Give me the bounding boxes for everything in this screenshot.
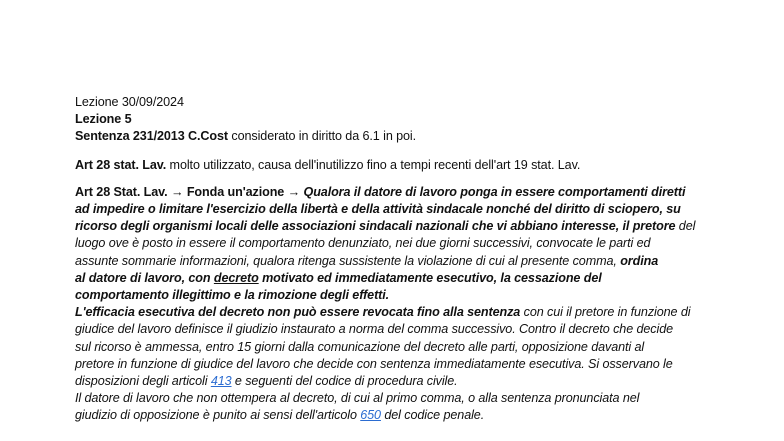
law-text: giudizio di opposizione è punito ai sensi dell'articolo <box>75 408 361 423</box>
arrow: → <box>284 184 304 199</box>
article-650-link[interactable]: 650 <box>360 408 381 423</box>
sentenza-note: considerato in diritto da 6.1 in poi. <box>228 129 417 144</box>
art28-usage-ref: Art 28 stat. Lav. <box>75 157 167 172</box>
art28-body-line-1 <box>75 184 715 201</box>
paragraph-gap <box>75 146 715 157</box>
art28-body-line-7: comportamento illegittimo e la rimozione degli effetti. <box>75 288 390 303</box>
art28-body-line-11: pretore in funzione di giudice del lavoro che decide con sentenza immediatamente esecutiva. Si osservano le <box>75 356 673 371</box>
law-text: ricorso degli organismi locali delle associazioni sindacali nazionali che vi abbiano interesse, il pretore <box>75 219 676 234</box>
law-text: Qualora il datore di lavoro ponga in essere comportamenti diretti <box>303 184 686 199</box>
fonda-azione: Fonda un'azione <box>186 184 285 199</box>
law-text: disposizioni degli articoli <box>75 374 211 389</box>
sentenza-line <box>75 128 715 145</box>
law-text: ordina <box>616 253 659 268</box>
law-text: assunte sommarie informazioni, qualora ritenga sussistente la violazione di cui al presente comma, <box>75 253 617 268</box>
art28-body-line-3 <box>75 218 715 235</box>
art28-body-line-5 <box>75 253 715 270</box>
law-text: motivato ed immediatamente esecutivo, la cessazione del <box>258 270 602 285</box>
law-text: L'efficacia esecutiva del decreto non può essere revocata fino alla sentenza <box>75 305 521 320</box>
law-text: e seguenti del codice di procedura civile. <box>231 374 458 389</box>
art28-body-line-10: sul ricorso è ammessa, entro 15 giorni dalla comunicazione del decreto alle parti, opposizione davanti al <box>75 339 645 354</box>
law-text: al datore di lavoro, con <box>75 270 214 285</box>
lesson-number: Lezione 5 <box>75 112 132 127</box>
art28-body-line-9: giudice del lavoro definisce il giudizio instaurato a norma del comma successivo. Contro il decreto che decide <box>75 322 674 337</box>
art28-body-line-2: ad impedire o limitare l'esercizio della libertà e della attività sindacale nonché del diritto di sciopero, su <box>75 202 681 217</box>
art28-body-line-6 <box>75 270 715 287</box>
decreto-underlined: decreto <box>213 270 259 285</box>
lesson-date: Lezione 30/09/2024 <box>75 95 184 109</box>
paragraph-gap <box>75 174 715 184</box>
art28-body-line-12 <box>75 373 715 390</box>
art28-body-line-13: Il datore di lavoro che non ottempera al decreto, di cui al primo comma, o alla sentenza pronunciata nel <box>75 391 640 406</box>
art28-usage-line <box>75 157 715 174</box>
art28-usage-text: molto utilizzato, causa dell'inutilizzo fino a tempi recenti dell'art 19 stat. Lav. <box>166 157 581 172</box>
document-body <box>75 94 715 425</box>
art28-body-line-14 <box>75 407 715 424</box>
art28-body-line-8 <box>75 304 715 321</box>
law-text: con cui il pretore in funzione di <box>520 305 691 320</box>
law-text: del codice penale. <box>380 408 485 423</box>
article-413-link[interactable]: 413 <box>210 374 232 389</box>
art28-body-line-4: luogo ove è posto in essere il comportamento denunziato, nei due giorni successivi, convocate le parti ed <box>75 236 651 251</box>
law-text: del <box>675 219 696 234</box>
art28-body-ref: Art 28 Stat. Lav. → <box>75 184 187 199</box>
sentenza-ref: Sentenza 231/2013 C.Cost <box>75 129 228 144</box>
